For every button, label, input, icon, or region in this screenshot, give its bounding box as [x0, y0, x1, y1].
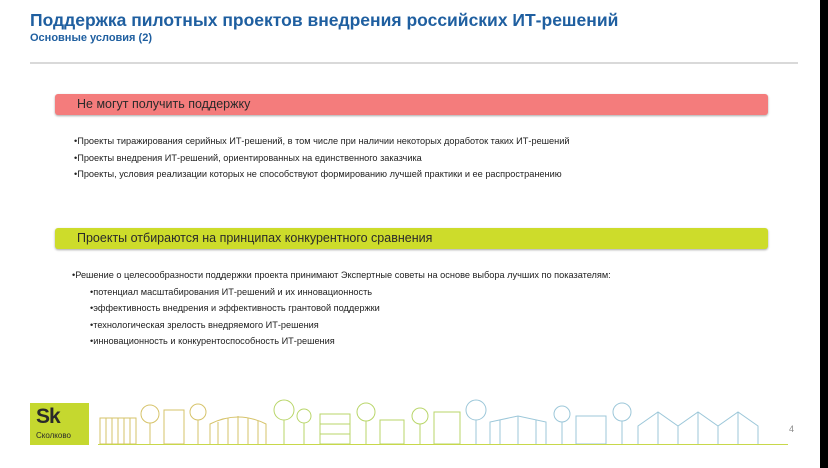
slide-title: Поддержка пилотных проектов внедрения российских ИТ-решений — [30, 10, 619, 30]
list-item: •Проекты внедрения ИТ-решений, ориентированных на единственного заказчика — [74, 152, 422, 163]
slide-subtitle: Основные условия (2) — [30, 32, 152, 44]
skolkovo-logo — [30, 403, 89, 445]
section-heading-not-supported: Не могут получить поддержку — [55, 94, 768, 115]
list-item: •Проекты, условия реализации которых не способствуют формированию лучшей практики и ее распространению — [74, 169, 562, 179]
logo-text: Сколково — [36, 431, 71, 440]
selection-criteria-list — [72, 267, 611, 350]
list-subitem: •эффективность внедрения и эффективность грантовой поддержки — [90, 303, 380, 313]
window-edge — [820, 0, 828, 468]
not-supported-list — [74, 133, 570, 183]
list-item: •Проекты тиражирования серийных ИТ-решений, в том числе при наличии некоторых доработок таких ИТ-решений — [74, 136, 570, 146]
list-subitem: •технологическая зрелость внедряемого ИТ-решения — [90, 319, 319, 330]
city-skyline-illustration — [98, 396, 766, 446]
list-item-intro: •Решение о целесообразности поддержки проекта принимают Экспертные советы на основе выбора лучших по показателям: — [72, 270, 611, 280]
footer-divider — [98, 444, 788, 445]
header-divider — [30, 62, 798, 64]
list-subitem: •потенциал масштабирования ИТ-решений и их инновационность — [90, 286, 373, 297]
list-subitem: •инновационность и конкурентоспособность ИТ-решения — [90, 336, 335, 346]
logo-mark: Sk — [36, 405, 60, 428]
page-number: 4 — [789, 424, 795, 434]
section-heading-competitive-selection: Проекты отбираются на принципах конкурентного сравнения — [55, 228, 768, 249]
